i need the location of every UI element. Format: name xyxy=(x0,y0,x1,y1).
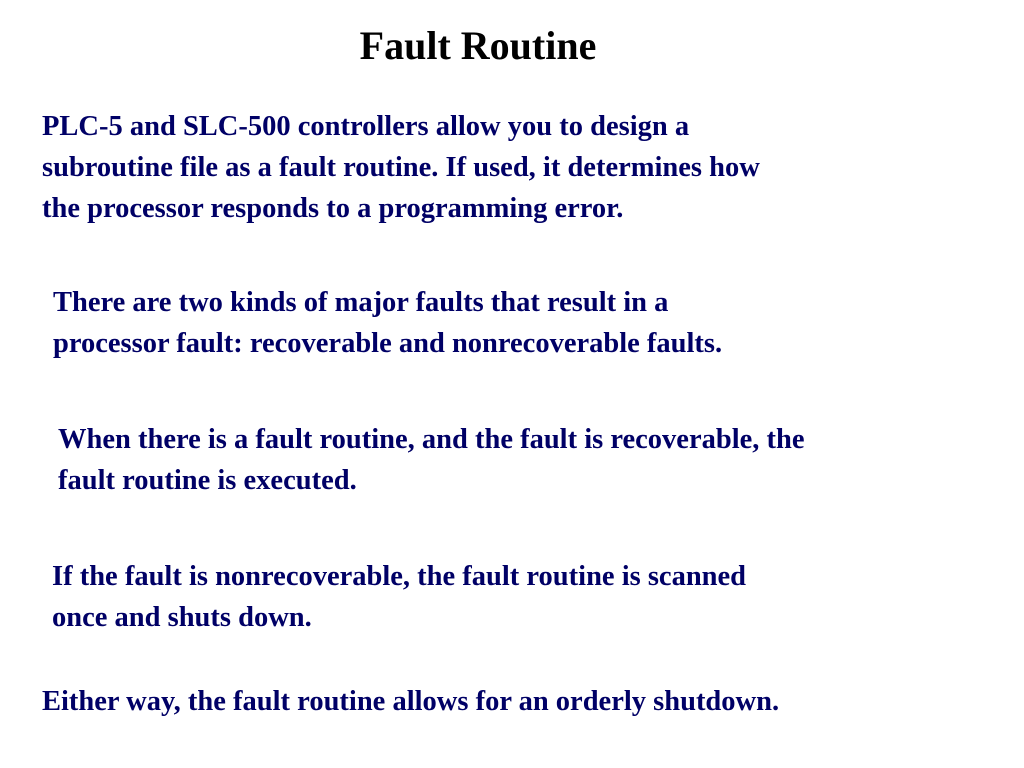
paragraph-line: once and shuts down. xyxy=(52,602,312,633)
paragraph-major-fault-kinds xyxy=(53,282,913,364)
paragraph-line: the processor responds to a programming error. xyxy=(42,193,624,224)
paragraph-line: When there is a fault routine, and the fault is recoverable, the xyxy=(58,424,805,455)
paragraph-line: If the fault is nonrecoverable, the fault routine is scanned xyxy=(52,561,747,592)
paragraph-orderly-shutdown xyxy=(42,681,992,722)
paragraph-nonrecoverable-fault xyxy=(52,556,952,638)
paragraph-line: subroutine file as a fault routine. If used, it determines how xyxy=(42,152,760,183)
paragraph-line: PLC-5 and SLC-500 controllers allow you to design a xyxy=(42,111,690,142)
paragraph-fault-routine-intro xyxy=(42,106,942,229)
paragraph-recoverable-fault xyxy=(58,419,988,501)
paragraph-line: processor fault: recoverable and nonrecoverable faults. xyxy=(53,328,723,359)
slide-title: Fault Routine xyxy=(359,23,597,68)
paragraph-line: There are two kinds of major faults that result in a xyxy=(53,287,669,318)
paragraph-line: Either way, the fault routine allows for an orderly shutdown. xyxy=(42,686,780,717)
paragraph-line: fault routine is executed. xyxy=(58,465,357,496)
